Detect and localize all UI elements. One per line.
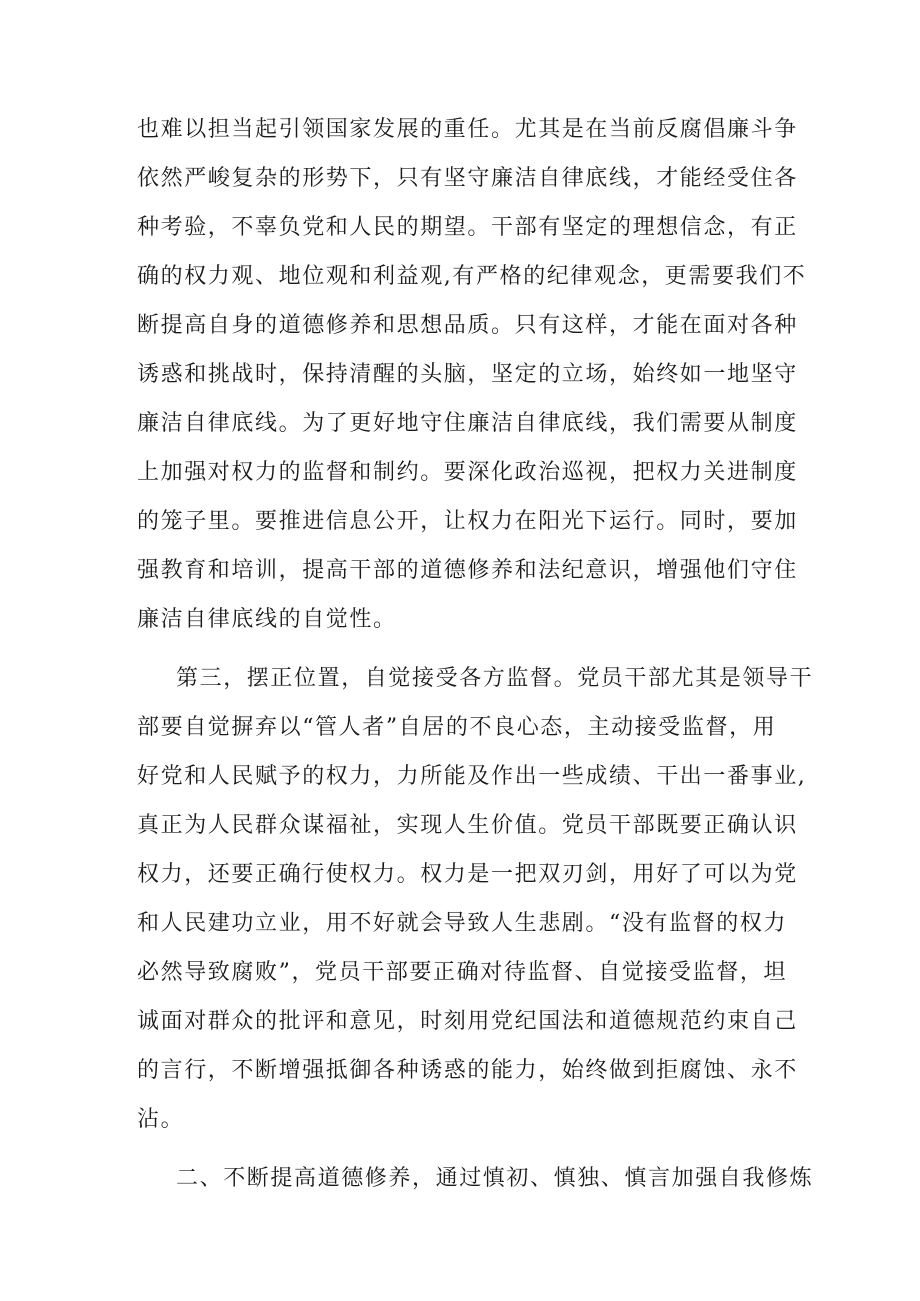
paragraph-1-line: 的笼子里。要推进信息公开，让权力在阳光下运行。同时，要加 — [137, 509, 798, 534]
paragraph-1-line: 廉洁自律底线的自觉性。 — [137, 607, 397, 632]
paragraph-1-line: 依然严峻复杂的形势下，只有坚守廉洁自律底线，才能经受住各 — [137, 166, 798, 191]
paragraph-1-line: 确的权力观、地位观和利益观,有严格的纪律观念，更需要我们不 — [137, 264, 807, 289]
paragraph-2-line: 部要自觉摒弃以“管人者”自居的不良心态，主动接受监督，用 — [137, 715, 777, 740]
paragraph-2-line: 权力，还要正确行使权力。权力是一把双刃剑，用好了可以为党 — [137, 862, 798, 887]
paragraph-2-line: 沾。 — [137, 1107, 185, 1132]
paragraph-1-line: 种考验，不辜负党和人民的期望。干部有坚定的理想信念，有正 — [137, 215, 798, 240]
paragraph-1-line: 断提高自身的道德修养和思想品质。只有这样，才能在面对各种 — [137, 313, 798, 338]
paragraph-1-line: 也难以担当起引领国家发展的重任。尤其是在当前反腐倡廉斗争 — [137, 117, 798, 142]
paragraph-2-line: 和人民建功立业，用不好就会导致人生悲剧。“没有监督的权力 — [137, 911, 788, 936]
paragraph-2-line: 好党和人民赋予的权力，力所能及作出一些成绩、干出一番事业, — [137, 764, 807, 789]
paragraph-2-line: 真正为人民群众谋福祉，实现人生价值。党员干部既要正确认识 — [137, 813, 798, 838]
paragraph-2-line: 诚面对群众的批评和意见，时刻用党纪国法和道德规范约束自己 — [137, 1009, 798, 1034]
section-heading: 二、不断提高道德修养，通过慎初、慎独、慎言加强自我修炼 — [176, 1166, 814, 1191]
paragraph-1-line: 上加强对权力的监督和制约。要深化政治巡视，把权力关进制度 — [137, 460, 798, 485]
paragraph-1-line: 强教育和培训，提高干部的道德修养和法纪意识，增强他们守住 — [137, 558, 798, 583]
paragraph-1-line: 诱惑和挑战时，保持清醒的头脑，坚定的立场，始终如一地坚守 — [137, 362, 798, 387]
paragraph-2-line: 的言行，不断增强抵御各种诱惑的能力，始终做到拒腐蚀、永不 — [137, 1058, 798, 1083]
paragraph-1-line: 廉洁自律底线。为了更好地守住廉洁自律底线，我们需要从制度 — [137, 411, 798, 436]
paragraph-2-first-line: 第三，摆正位置，自觉接受各方监督。党员干部尤其是领导干 — [176, 666, 814, 691]
paragraph-2-line: 必然导致腐败”，党员干部要正确对待监督、自觉接受监督，坦 — [137, 960, 788, 985]
